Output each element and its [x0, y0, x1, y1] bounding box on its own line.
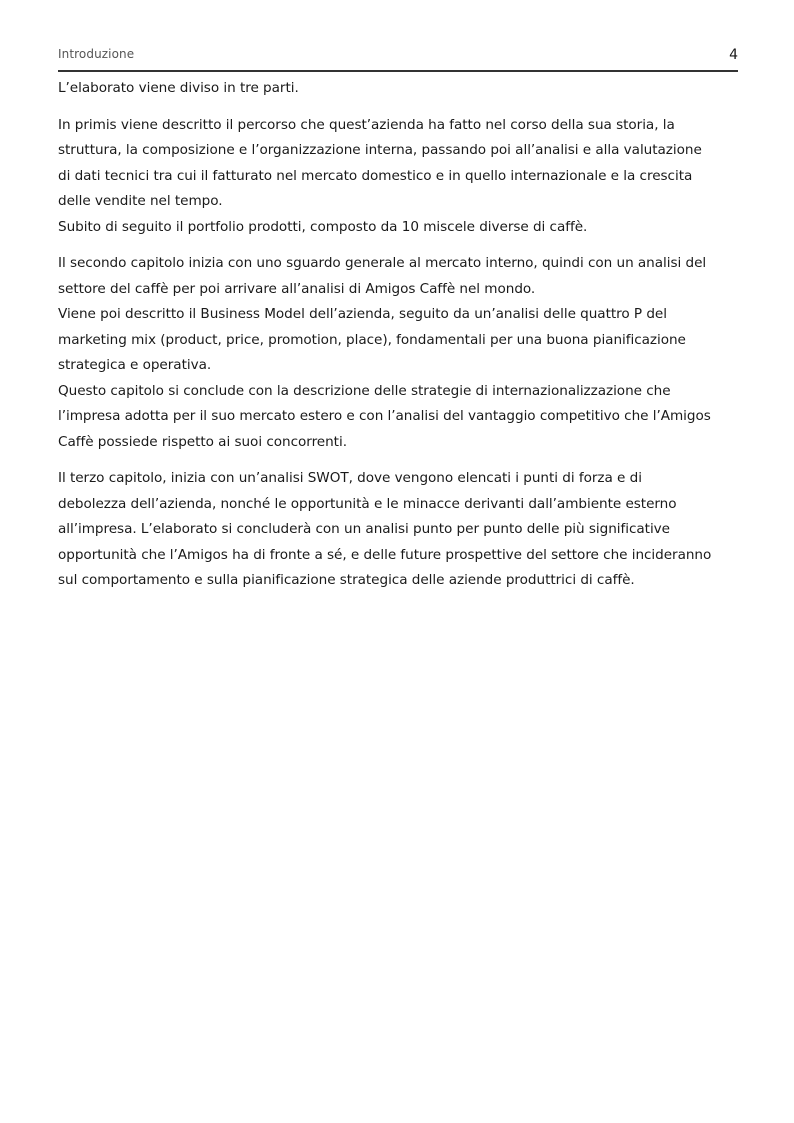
text-line: Il secondo capitolo inizia con uno sguardo generale al mercato interno, quindi con un analisi del [58, 255, 707, 271]
page-header [58, 44, 738, 72]
text-line: Questo capitolo si conclude con la descrizione delle strategie di internazionalizzazione che [58, 382, 671, 399]
page-number: 4 [729, 47, 738, 63]
text-line: settore del caffè per poi arrivare all’analisi di Amigos Caffè nel mondo. [58, 280, 536, 297]
text-line: Il terzo capitolo, inizia con un’analisi SWOT, dove vengono elencati i punti di forza e di [58, 470, 642, 486]
text-line: debolezza dell’azienda, nonché le opportunità e le minacce derivanti dall’ambiente esterno [58, 495, 677, 512]
text-line: Subito di seguito il portfolio prodotti, composto da 10 miscele diverse di caffè. [58, 218, 588, 235]
text-line: Viene poi descritto il Business Model dell’azienda, seguito da un’analisi delle quattro P del [58, 306, 667, 322]
text-line: all’impresa. L’elaborato si concluderà con un analisi punto per punto delle più significative [58, 521, 670, 537]
paragraph-chapter-one [58, 113, 742, 241]
text-line: marketing mix (product, price, promotion, place), fondamentali per una buona pianificazione [58, 331, 686, 348]
text-line: strategica e operativa. [58, 357, 212, 373]
text-line: di dati tecnici tra cui il fatturato nel mercato domestico e in quello internazionale e la crescita [58, 167, 693, 184]
body-text [58, 76, 742, 605]
text-line: L’elaborato viene diviso in tre parti. [58, 80, 299, 96]
text-line: l’impresa adotta per il suo mercato estero e con l’analisi del vantaggio competitivo che l’Amigos [58, 408, 711, 424]
running-header-title: Introduzione [58, 47, 135, 61]
text-line: delle vendite nel tempo. [58, 193, 223, 209]
paragraph-intro [58, 76, 742, 102]
paragraph-chapter-three [58, 466, 742, 594]
text-line: Caffè possiede rispetto ai suoi concorrenti. [58, 433, 347, 450]
text-line: struttura, la composizione e l’organizzazione interna, passando poi all’analisi e alla valutazione [58, 142, 702, 158]
text-line: opportunità che l’Amigos ha di fronte a sé, e delle future prospettive del settore che incideranno [58, 546, 712, 563]
paragraph-chapter-two [58, 251, 742, 455]
text-line: sul comportamento e sulla pianificazione strategica delle aziende produttrici di caffè. [58, 572, 635, 588]
text-line: In primis viene descritto il percorso che quest’azienda ha fatto nel corso della sua storia, la [58, 116, 675, 133]
